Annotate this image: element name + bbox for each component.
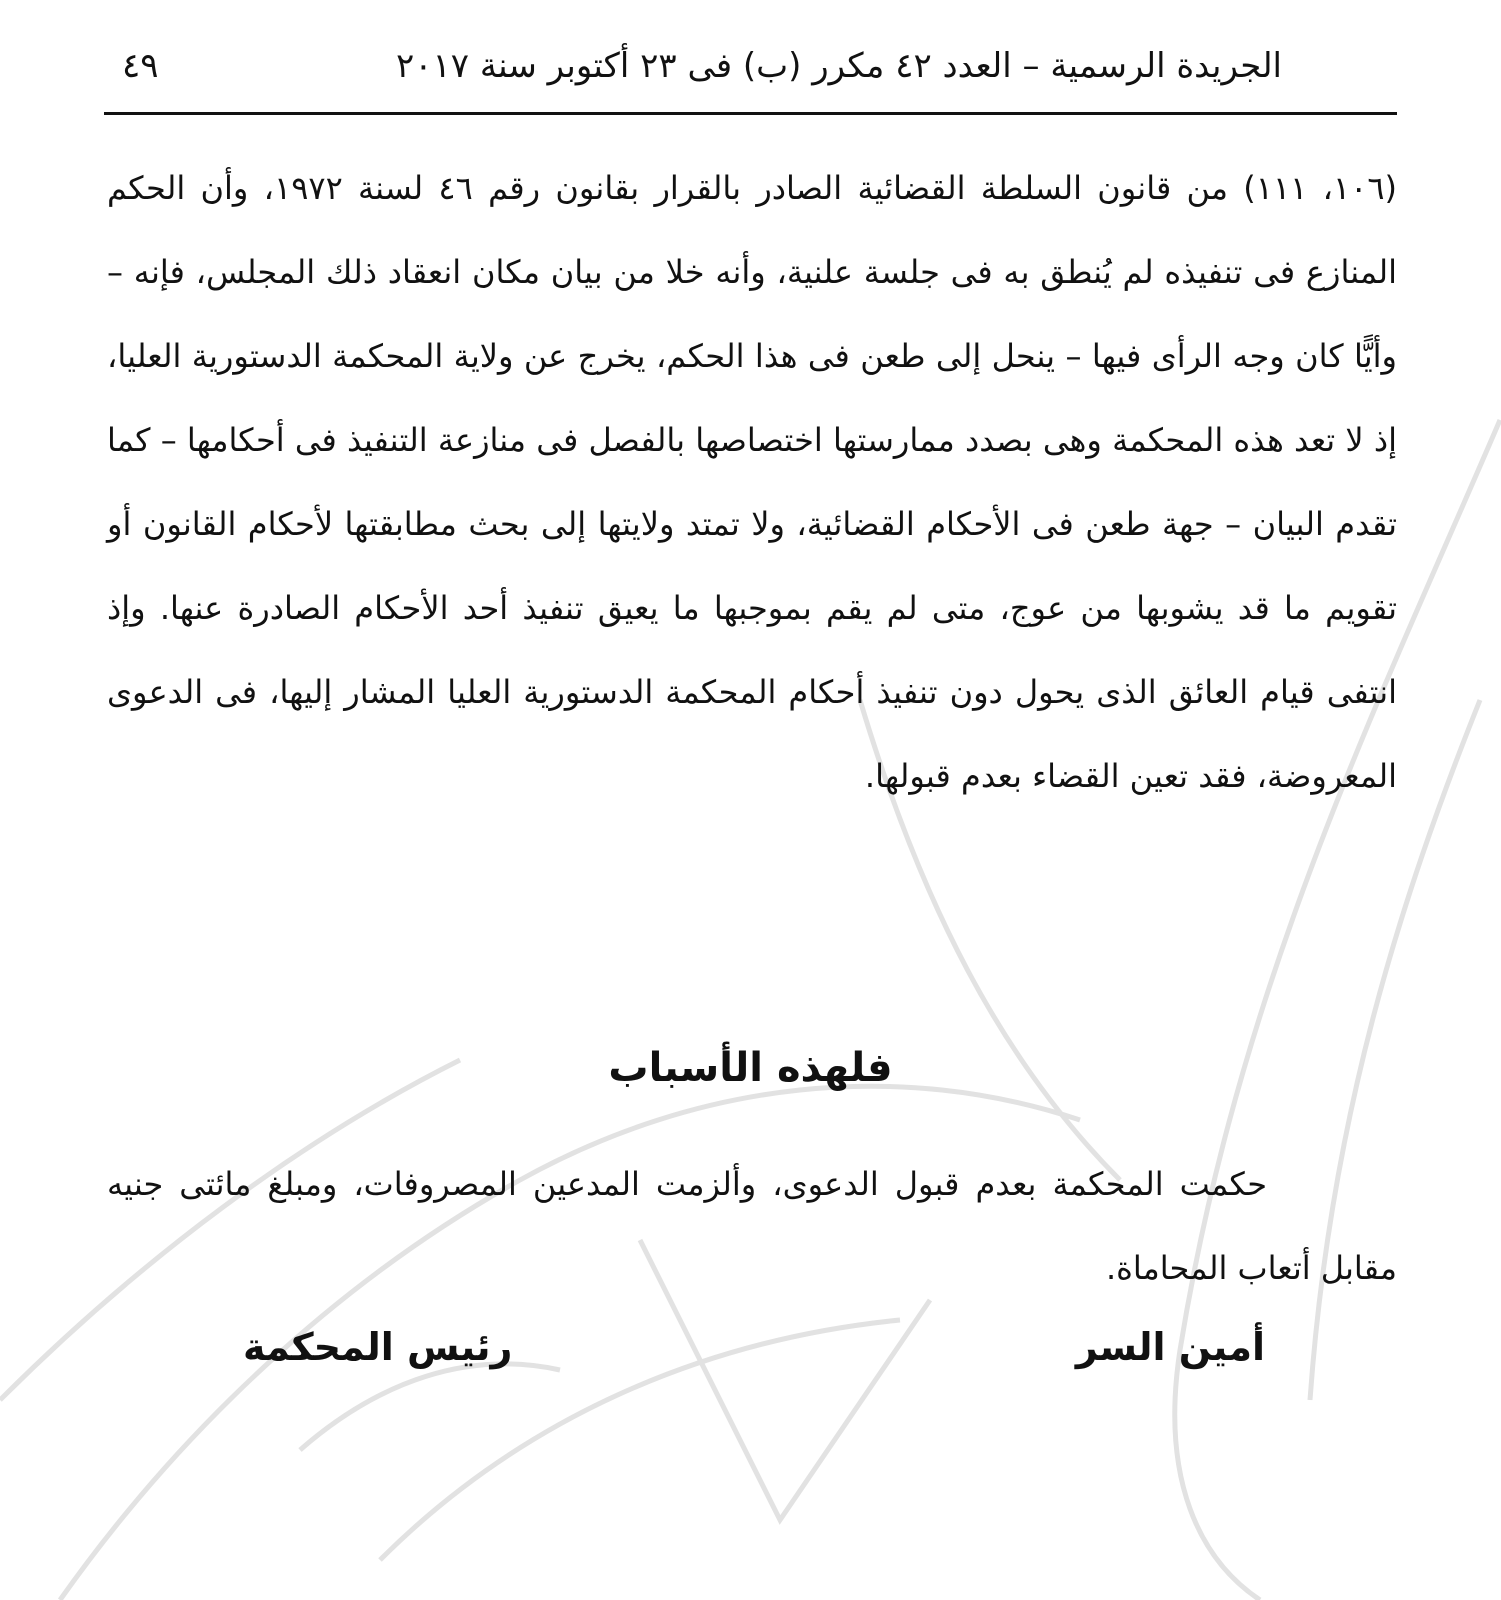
signature-court-president: رئيس المحكمة — [243, 1325, 513, 1369]
signature-secretary: أمين السر — [1075, 1325, 1265, 1369]
gazette-title: الجريدة الرسمية – العدد ٤٢ مكرر (ب) فى ٢٣ أكتوبر سنة ٢٠١٧ — [396, 46, 1282, 86]
reasoning-paragraph: (١٠٦، ١١١) من قانون السلطة القضائية الصادر بالقرار بقانون رقم ٤٦ لسنة ١٩٧٢، وأن الحكم المنازع فى تنفيذه لم يُنطق به فى جلسة علنية، وأنه خلا من بيان مكان انعقاد ذلك المجلس، فإنه – وأيًّا كان وجه الرأى فيها – ينحل إلى طعن فى هذا الحكم، يخرج عن ولاية المحكمة الدستورية العليا، إذ لا تعد هذه المحكمة وهى بصدد ممارستها اختصاصها بالفصل فى منازعة التنفيذ فى أحكامها – كما تقدم البيان – جهة طعن فى الأحكام القضائية، ولا تمتد ولايتها إلى بحث مطابقتها لأحكام القانون أو تقويم ما قد يشوبها من عوج، متى لم يقم بموجبها ما يعيق تنفيذ أحد الأحكام الصادرة عنها. وإذ انتفى قيام العائق الذى يحول دون تنفيذ أحكام المحكمة الدستورية العليا المشار إليها، فى الدعوى المعروضة، فقد تعين القضاء بعدم قبولها. — [107, 169, 1398, 795]
header-divider — [104, 112, 1397, 115]
verdict-block — [107, 1142, 1397, 1310]
verdict-paragraph: حكمت المحكمة بعدم قبول الدعوى، وألزمت المدعين المصروفات، ومبلغ مائتى جنيه مقابل أتعاب المحاماة. — [107, 1165, 1397, 1287]
judgment-body — [107, 146, 1397, 818]
section-heading: فلهذه الأسباب — [608, 1045, 893, 1091]
page-header — [110, 36, 1282, 106]
page-number: ٤٩ — [122, 46, 159, 86]
